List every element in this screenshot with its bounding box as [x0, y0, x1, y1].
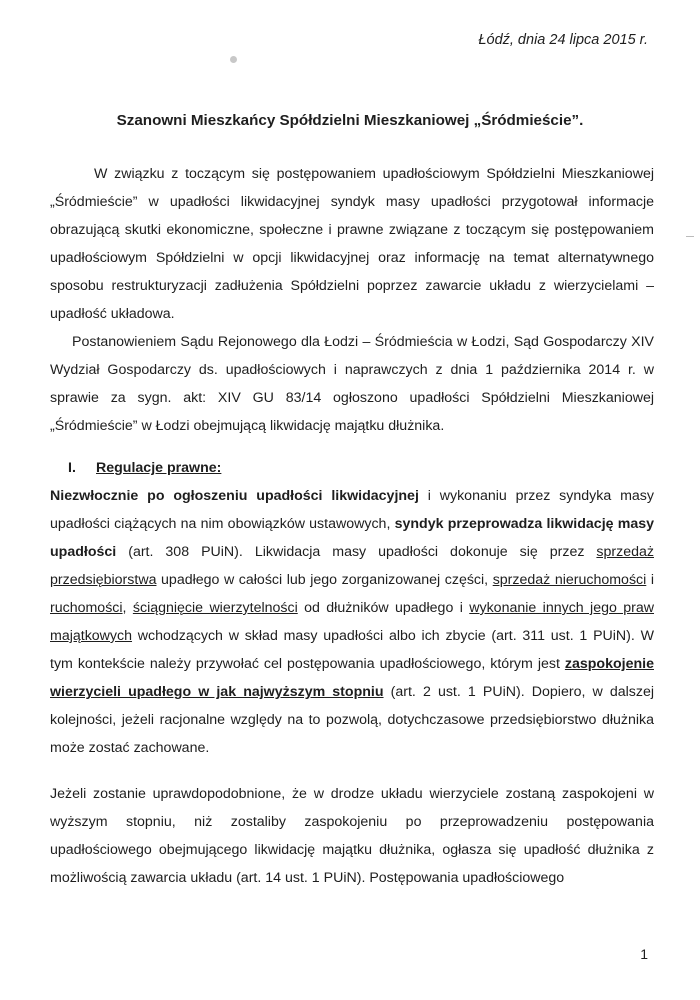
letter-date: Łódź, dnia 24 lipca 2015 r.: [478, 32, 648, 48]
section-number: I.: [68, 460, 76, 476]
intro-paragraph-2: Postanowieniem Sądu Rejonowego dla Łodzi – Śródmieścia w Łodzi, Sąd Gospodarczy XIV Wydział Gospodarczy ds. upadłościowych i naprawczych z dnia 1 października 2014 r. w sprawie za sygn. akt: XIV GU 83/14 ogłoszono upadłości Spółdzielni Mieszkaniowej „Śródmieście” w Łodzi obejmującą likwidację majątku dłużnika.: [50, 334, 654, 434]
text-run: wchodzących w skład masy upadłości albo ich zbycie (art. 311 ust. 1 PUiN). W tym kontekście należy przywołać cel postępowania upadłościowego, którym jest: [50, 628, 654, 672]
letter-title: Szanowni Mieszkańcy Spółdzielni Mieszkaniowej „Śródmieście”.: [116, 112, 584, 129]
emphasis-underline: ściągnięcie wierzytelności: [132, 600, 298, 616]
emphasis-underline: sprzedaż przedsiębiorstwa: [50, 544, 654, 588]
text-run: i wykonaniu przez syndyka masy upadłości ciążących na nim obowiązków ustawowych,: [50, 488, 654, 532]
emphasis-underline: ruchomości: [50, 600, 123, 616]
section-heading: [50, 454, 654, 482]
scan-edge-mark: [686, 236, 694, 237]
emphasis-bold: syndyk przeprowadza likwidację masy upadłości: [50, 516, 655, 560]
intro-paragraph-1: W związku z toczącym się postępowaniem upadłościowym Spółdzielni Mieszkaniowej „Śródmieście” w upadłości likwidacyjnej syndyk masy upadłości przygotował informacje obrazującą skutki ekonomiczne, społeczne i prawne związane z toczącym się postępowaniem upadłościowym Spółdzielni w opcji likwidacyjnej oraz informację na temat alternatywnego sposobu restrukturyzacji zadłużenia Spółdzielni poprzez zawarcie układu z wierzycielami – upadłość układowa.: [50, 166, 654, 322]
emphasis-bold-underline: zaspokojenie wierzycieli upadłego w jak najwyższym stopniu: [50, 656, 654, 700]
text-run: upadłego w całości lub jego zorganizowanej części,: [156, 572, 493, 588]
section-paragraph-1: [50, 482, 654, 762]
spacer: [50, 440, 654, 454]
emphasis-bold: Niezwłocznie po ogłoszeniu upadłości likwidacyjnej: [50, 488, 419, 504]
page-number: 1: [640, 946, 648, 962]
emphasis-underline: wykonanie innych jego praw majątkowych: [50, 600, 655, 644]
emphasis-underline: sprzedaż nieruchomości: [492, 572, 647, 588]
text-run: od dłużników upadłego i: [297, 600, 470, 616]
text-run: i: [646, 572, 655, 588]
section-label: Regulacje prawne:: [96, 460, 222, 476]
section-paragraph-2: Jeżeli zostanie uprawdopodobnione, że w drodze układu wierzyciele zostaną zaspokojeni w wyższym stopniu, niż zostaliby zaspokojeniu po przeprowadzeniu postępowania upadłościowego obejmującego likwidację majątku dłużnika, ogłasza się upadłość dłużnika z możliwością zawarcia układu (art. 14 ust. 1 PUiN). Postępowania upadłościowego: [50, 786, 654, 886]
text-run: ,: [122, 600, 133, 616]
scan-speck: [230, 56, 237, 63]
text-run: (art. 2 ust. 1 PUiN). Dopiero, w dalszej kolejności, jeżeli racjonalne względy na to pozwolą, dotychczasowe przedsiębiorstwo dłużnika może zostać zachowane.: [50, 684, 655, 756]
spacer: [50, 762, 654, 780]
text-run: (art. 308 PUiN). Likwidacja masy upadłości dokonuje się przez: [116, 544, 597, 560]
letter-body: [50, 160, 654, 892]
